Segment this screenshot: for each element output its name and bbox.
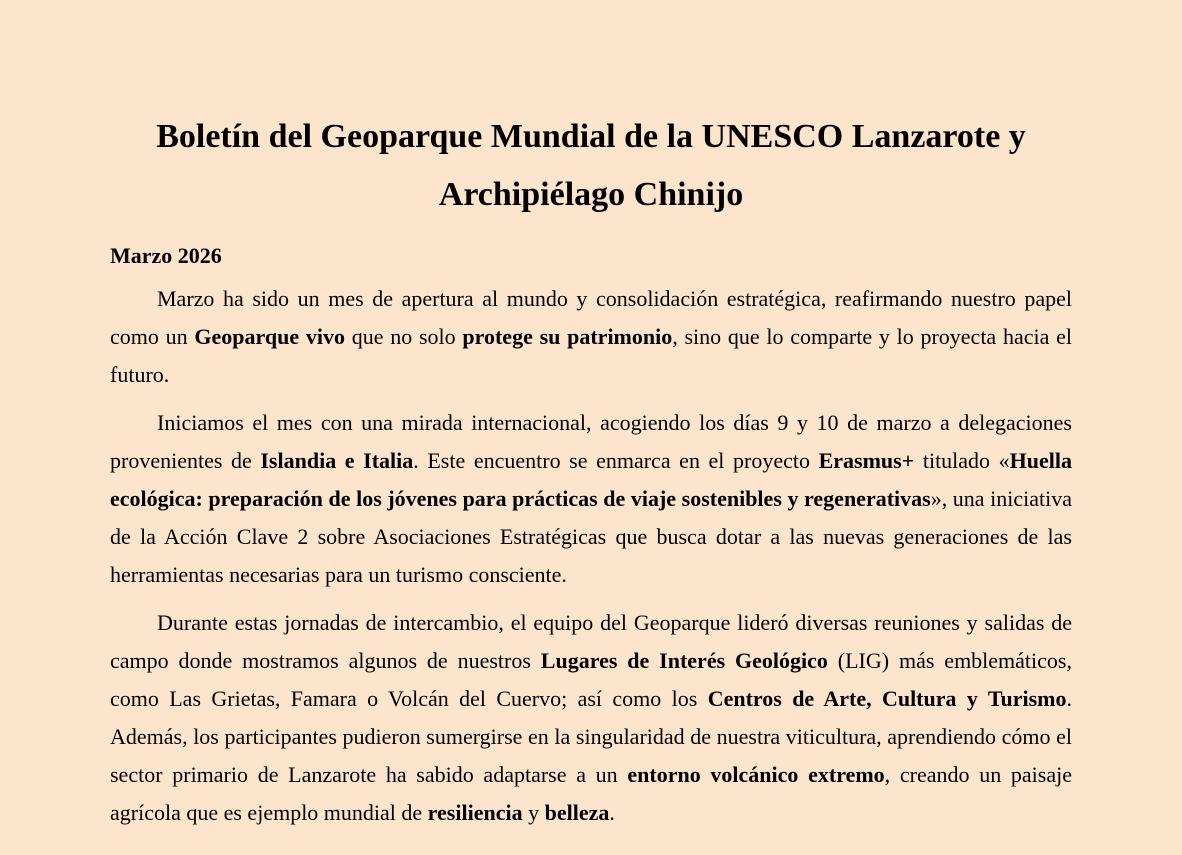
document-body [110,280,1072,832]
text-run: que no solo [344,324,463,349]
text-run: Iniciamos el mes con una mirada internacional, acogiendo los días 9 y 10 de marzo a delegaciones provenientes de [110,410,1072,473]
newsletter-document [110,108,1072,842]
text-run: », una iniciativa de la Acción Clave 2 sobre Asociaciones Estratégicas que busca dotar a las nuevas generaciones de las herramientas necesarias para un turismo consciente. [110,486,1073,587]
paragraph [110,280,1072,394]
text-run: Durante estas jornadas de intercambio, el equipo del Geoparque lideró diversas reuniones y salidas de campo donde mostramos algunos de nuestros [110,610,1072,673]
document-date: Marzo 2026 [110,243,222,268]
document-title: Boletín del Geoparque Mundial de la UNESCO Lanzarote y Archipiélago Chinijo [156,118,1026,213]
bold-text: protege su patrimonio [462,324,673,349]
paragraph [110,604,1072,832]
text-run: , sino que lo comparte y lo proyecta hacia el futuro. [110,324,1072,387]
bold-text: Lugares de Interés Geológico [540,648,828,673]
text-run: y [522,800,545,825]
paragraph [110,404,1072,594]
bold-text: Geoparque vivo [194,324,345,349]
text-run: . [609,800,615,825]
text-run: Marzo ha sido un mes de apertura al mundo y consolidación estratégica, reafirmando nuestro papel como un [110,286,1072,349]
text-run: . Este encuentro se enmarca en el proyecto [413,448,819,473]
bold-text: Islandia e Italia [260,448,414,473]
text-run: . Además, los participantes pudieron sumergirse en la singularidad de nuestra viticultura, aprendiendo cómo el sector primario de Lanzarote ha sabido adaptarse a un [110,686,1072,787]
bold-text: resiliencia [427,800,523,825]
text-run: , creando un paisaje agrícola que es ejemplo mundial de [110,762,1072,825]
text-run: titulado « [914,448,1010,473]
bold-text: Huella ecológica: preparación de los jóvenes para prácticas de viaje sostenibles y regenerativas [110,448,1072,511]
bold-text: Centros de Arte, Cultura y Turismo [707,686,1067,711]
text-run: (LIG) más emblemáticos, como Las Grietas, Famara o Volcán del Cuervo; así como los [110,648,1072,711]
bold-text: entorno volcánico extremo [627,762,885,787]
bold-text: belleza [544,800,610,825]
bold-text: Erasmus+ [818,448,915,473]
